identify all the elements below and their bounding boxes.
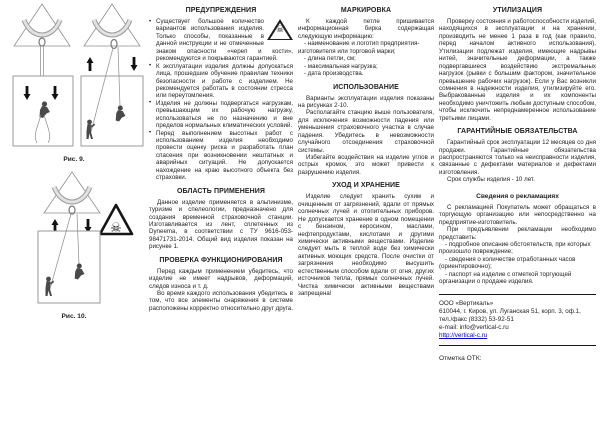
heading-use: ИСПОЛЬЗОВАНИЕ — [333, 83, 399, 91]
check-paragraph: Во время каждого использования убедитесь в том, что все элементы снаряжения в системе расположены корректно относительно друг друга. — [149, 290, 293, 312]
heading-claims: Сведения о рекламациях — [476, 192, 559, 200]
claims-item: - паспорт на изделие с отметкой торгующей организации о продаже изделия. — [439, 270, 572, 286]
warning-text: Существует большое количество вариантов использования изделия. Только способы, показанные в данной инструкции и не отмеченные знаком опасности «череп и кости», рекомендуются и покрываются гарантией. — [156, 18, 293, 63]
bullet-icon: • — [149, 99, 152, 107]
bullet-icon: • — [149, 129, 152, 137]
check-paragraph: Перед каждым применением убедитесь, что изделие не имеет надрывов, деформаций, следов износа и т. д. — [149, 267, 293, 290]
claims-item: - подробное описание обстоятельств, при которых произошло повреждение; — [439, 240, 591, 256]
figure-9-caption: Рис. 9. — [63, 156, 85, 163]
warning-item — [149, 63, 293, 100]
use-paragraph: Располагайте станцию выше пользователя, для исключения возможности падения или уменьшения страховочного участка в случае падения. Убедитесь в невозможности случайного отсоединения страховочной системы. — [298, 109, 434, 154]
marking-item: - максимальная нагрузка; — [304, 62, 378, 70]
skull-warning-icon — [100, 205, 132, 236]
column-disposal-warranty — [439, 0, 596, 362]
up-down-arrows-icon — [87, 57, 138, 71]
email-line: e-mail: info@vertical-c.ru — [439, 324, 509, 332]
scope-paragraph: Данное изделие применяется в альпинизме, туризме и спелеологии, предназначено для создания временной страховочной станции. Изготавливается из лент, сплетенных из Dyneema, в соответствии с ТУ 9616-053-98471731-2014. Общий вид изделия показан на рисунке 1. — [149, 198, 293, 251]
bullet-icon: • — [149, 62, 152, 70]
marking-item: - наименование и логотип предприятия-изготовителя или торговой марки; — [298, 40, 420, 55]
otk-stamp-label: Отметка ОТК: — [439, 355, 482, 363]
heading-check: ПРОВЕРКА ФУНКЦИОНИРОВАНИЯ — [159, 256, 283, 264]
warning-item — [149, 100, 293, 130]
company-name: ООО «Вертикаль» — [439, 299, 494, 307]
warning-item — [149, 130, 293, 182]
divider — [439, 294, 596, 295]
claims-paragraph: С рекламацией Покупатель может обращаться в торгующую организацию или непосредственно на предприятие-изготовитель. — [439, 203, 596, 226]
website-link[interactable]: http://vertical-c.ru — [439, 332, 488, 340]
column-warnings — [149, 0, 293, 312]
heading-marking: МАРКИРОВКА — [340, 7, 392, 14]
phone-line: тел./факс (8332) 53-92-51 — [439, 315, 514, 323]
marking-intro: К каждой петле пришивается информационная бирка содержащая следующую информацию: — [298, 18, 434, 40]
warranty-paragraph: Гарантийный срок эксплуатации 12 месяцев со дня продажи. Гарантийные обязательства распространяются только на неисправности изделия, связанные с дефектами материалов и дефектами изготовления. — [439, 139, 596, 176]
skull-warning-icon: ☠ — [267, 19, 293, 41]
marking-item: - длина петли, см; — [304, 55, 356, 63]
heading-scope: ОБЛАСТЬ ПРИМЕНЕНИЯ — [176, 187, 266, 195]
figure-10-drawing — [0, 169, 148, 307]
use-paragraph: Избегайте воздействия на изделие углов и острых кромок, это может привести к разрушению изделия. — [298, 154, 434, 176]
figure-9 — [0, 0, 148, 163]
warning-text: К эксплуатации изделия должны допускаться лица, прошедшие обучение правилам техники безопасности и работе с изделием. Не рекомендуется работать в состоянии стресса или переутомления. — [156, 62, 293, 100]
figure-10 — [0, 169, 148, 320]
manufacturer-address — [439, 300, 596, 341]
bullet-icon: • — [149, 17, 152, 25]
figure-9-drawing — [0, 0, 148, 150]
warranty-paragraph: Срок службы изделия - 10 лет. — [447, 176, 535, 184]
claims-paragraph: При предъявлении рекламации необходимо представить: — [439, 226, 596, 241]
column-marking-use-care — [298, 0, 434, 297]
divider — [439, 345, 596, 346]
marking-item: - дата производства. — [304, 70, 364, 78]
disposal-paragraph: Проверку состояния и работоспособности изделий, находящихся в эксплуатации и на хранении, производить не менее 1 раза в год (как правило, перед началом активного использования). Утилизации подлежат изделия, имеющие надрывы нитей, значительные деформации, а также подвергавшиеся воздействию экстремальных нагрузок (рывки с большим фактором, значительное превышение рабочих нагрузок). Если у Вас возникли сомнения в надежности изделия, утилизируйте его. Выбракованные изделия и их компоненты необходимо уничтожить любым доступным способом, чтобы исключить непреднамеренное использование третьими лицами. — [439, 18, 596, 122]
heading-care: УХОД И ХРАНЕНИЕ — [332, 182, 400, 190]
warning-item — [149, 18, 293, 63]
care-paragraph: Изделие следует хранить сухим и очищенным от загрязнений, вдали от прямых солнечных лучей и отопительных приборов. Не допускается хранение в одном помещении с бензином, керосином, маслами, нефтепродуктами, кислотами и другими химически активными веществами. Изделие следует мыть в теплой воде без химически активных моющих средств. После очистки от загрязнения необходимо высушить естественным способом вдали от огня, других источников тепла, прямых солнечных лучей. Чистка химически активными веществами запрещена! — [298, 193, 434, 297]
figures-column — [0, 0, 148, 320]
use-paragraph: Варианты эксплуатации изделия показаны на рисунках 2-10. — [298, 94, 434, 109]
heading-warranty: ГАРАНТИЙНЫЕ ОБЯЗАТЕЛЬСТВА — [457, 128, 578, 136]
address-line: 610044, г. Киров, ул. Луганская 51, корп. 3, оф.1, — [439, 307, 581, 315]
svg-text:☠: ☠ — [110, 221, 122, 236]
heading-warnings: ПРЕДУПРЕЖДЕНИЯ — [185, 7, 257, 14]
warning-text: Изделия не должны подвергаться нагрузкам, превышающим их рабочую нагрузку, использоваться не по назначению и вне пределов нормальных климатических условий. — [156, 99, 293, 130]
warning-text: Перед выполнением высотных работ с использованием изделия необходимо провести оценку риска и разработать план спасения при возникновении нештатных и аварийных ситуаций. Не допускается нахождение на краю высотного объекта без страховки. — [156, 129, 293, 182]
claims-item: - сведения о количестве отработанных часов (ориентировочно); — [439, 255, 576, 271]
heading-disposal: УТИЛИЗАЦИЯ — [492, 7, 543, 14]
figure-10-caption: Рис. 10. — [61, 313, 87, 320]
